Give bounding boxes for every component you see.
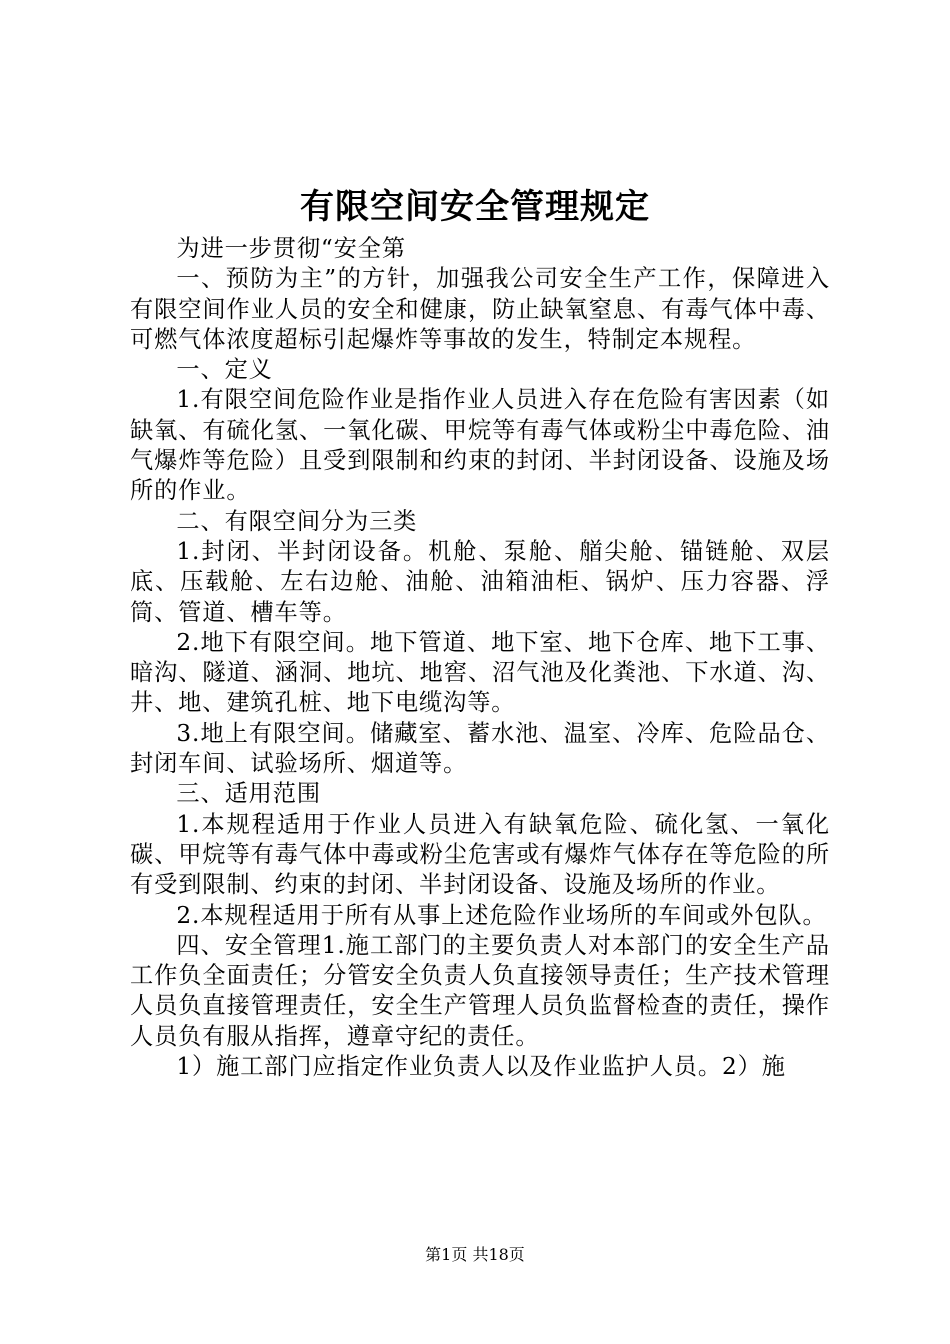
document-body — [130, 234, 830, 1082]
paragraph-definition-1: 1.有限空间危险作业是指作业人员进入存在危险有害因素（如缺氧、有硫化氢、一氧化碳、甲烷等有毒气体或粉尘中毒危险、油气爆炸等危险）且受到限制和约束的封闭、半封闭设备、设施及场所的作业。 — [130, 386, 830, 505]
paragraph-purpose: 一、预防为主”的方针，加强我公司安全生产工作，保障进入有限空间作业人员的安全和健康，防止缺氧窒息、有毒气体中毒、可燃气体浓度超标引起爆炸等事故的发生，特制定本规程。 — [130, 265, 830, 353]
document-title: 有限空间安全管理规定 — [300, 187, 650, 227]
page-number-footer: 第1页 共18页 — [425, 1245, 525, 1264]
paragraph-safety-item-1: 1）施工部门应指定作业负责人以及作业监护人员。2）施 — [176, 1053, 786, 1081]
paragraph-scope-1: 1.本规程适用于作业人员进入有缺氧危险、硫化氢、一氧化碳、甲烷等有毒气体中毒或粉尘危害或有爆炸气体存在等危险的所有受到限制、约束的封闭、半封闭设备、设施及场所的作业。 — [130, 810, 830, 899]
paragraph-category-1: 1.封闭、半封闭设备。机舱、泵舱、艏尖舱、锚链舱、双层底、压载舱、左右边舱、油舱、油箱油柜、锅炉、压力容器、浮筒、管道、槽车等。 — [130, 537, 830, 626]
paragraph-scope-2: 2.本规程适用于所有从事上述危险作业场所的车间或外包队。 — [176, 901, 827, 929]
section-heading-definition: 一、定义 — [176, 356, 273, 384]
paragraph-category-3: 3.地上有限空间。储藏室、蓄水池、温室、冷库、危险品仓、封闭车间、试验场所、烟道等。 — [130, 719, 830, 778]
paragraph-category-2: 2.地下有限空间。地下管道、地下室、地下仓库、地下工事、暗沟、隧道、涵洞、地坑、地窖、沼气池及化粪池、下水道、沟、井、地、建筑孔桩、地下电缆沟等。 — [130, 628, 830, 717]
paragraph-intro: 为进一步贯彻“安全第 — [176, 235, 406, 262]
section-heading-scope: 三、适用范围 — [176, 780, 321, 808]
paragraph-safety-management: 四、安全管理1.施工部门的主要负责人对本部门的安全生产品工作负全面责任；分管安全负责人负直接领导责任；生产技术管理人员负直接管理责任，安全生产管理人员负监督检查的责任，操作人员负有服从指挥，遵章守纪的责任。 — [130, 931, 830, 1050]
section-heading-categories: 二、有限空间分为三类 — [176, 507, 418, 535]
